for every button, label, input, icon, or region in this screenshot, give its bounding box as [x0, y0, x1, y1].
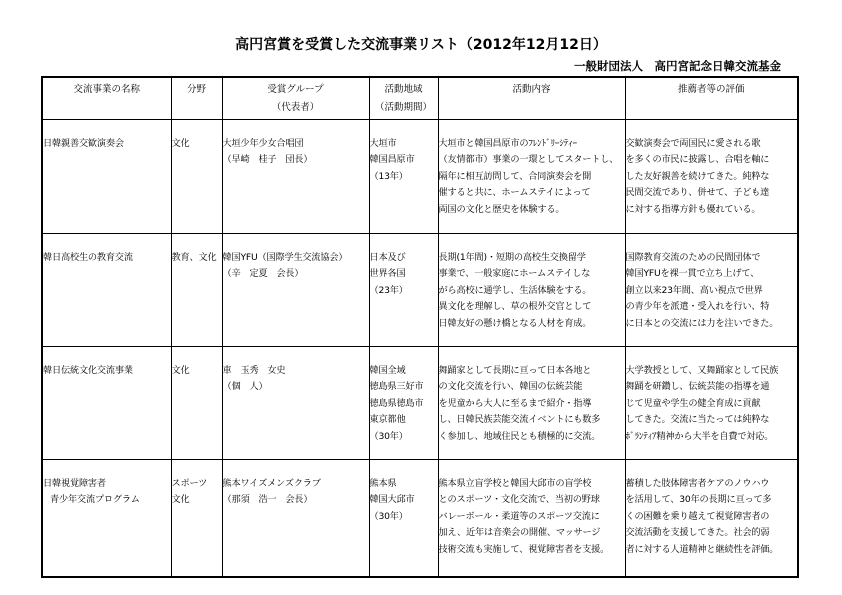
region-line: 韓国全域 [369, 364, 406, 376]
representative-line: （個 人） [222, 381, 268, 393]
field-cell [171, 233, 222, 346]
project-name-cell [42, 233, 171, 346]
header-label: 交流事業の名称 [73, 84, 140, 95]
field-cell [171, 459, 222, 577]
header-award-group [222, 77, 369, 119]
evaluation-line: 民間交流であり、併せて、子ども達 [625, 187, 770, 199]
representative-line: （早崎 桂子 団長） [222, 154, 313, 166]
region-cell [369, 346, 438, 459]
header-label: 活動地域 [384, 84, 423, 95]
representative-line: （那須 浩一 会長） [222, 494, 313, 506]
page-title: 高円宮賞を受賞した交流事業リスト（2012年12月12日） [235, 37, 607, 53]
organization-name: 一般財団法人 高円宮記念日韓交流基金 [574, 59, 781, 73]
field-cell [171, 346, 222, 459]
field-line: 文化 [171, 137, 190, 149]
period-line: （30年） [369, 510, 408, 522]
evaluation-cell [625, 459, 798, 577]
header-label: 分野 [186, 84, 206, 95]
project-name-line: 韓日伝統文化交流事業 [43, 364, 133, 376]
table-row [42, 233, 798, 346]
region-line: 徳島県三好市 [369, 381, 424, 393]
award-group-line: 韓国YFU（国際学生交流協会） [222, 251, 348, 263]
award-group-cell [222, 346, 369, 459]
evaluation-line: 創立以来23年間、高い視点で世界 [625, 284, 763, 296]
region-line: 東京都他 [369, 414, 406, 426]
project-name-cell [42, 346, 171, 459]
region-line: 徳島県徳島市 [369, 397, 424, 409]
project-name-cell [42, 119, 171, 233]
activity-line: 両国の文化と歴史を体験する。 [438, 203, 565, 215]
table-row [42, 119, 798, 233]
activity-line: を児童から大人に至るまで紹介・指導 [438, 397, 592, 409]
activity-line: し、日韓民族芸能交流イベントにも数多 [438, 414, 601, 426]
evaluation-cell [625, 346, 798, 459]
activity-line: 舞踊家として長期に亘って日本各地と [438, 364, 592, 376]
representative-line: （辛 定夏 会長） [222, 268, 304, 280]
header-activity [438, 77, 625, 119]
period-line: （23年） [369, 284, 408, 296]
activity-line: とのスポーツ・文化交流で、当初の野球 [438, 494, 600, 506]
region-line: 大垣市 [369, 137, 397, 149]
activity-line: 大垣市と韓国昌原市のﾌﾚﾝﾄﾞﾘｰｼﾃｨｰ [438, 137, 577, 149]
evaluation-line: に日本との交流には力を注いできた。 [625, 317, 779, 329]
evaluation-line: 交歓演奏会で両国民に愛される歌 [625, 137, 761, 149]
region-line: 韓国昌原市 [369, 154, 415, 166]
header-sublabel: （活動期間） [374, 102, 432, 113]
activity-line: 催すると共に、ホームステイによって [438, 187, 591, 199]
activity-line: 事業で、一般家庭にホームステイしな [438, 268, 591, 280]
period-line: （30年） [369, 430, 408, 442]
evaluation-line: 大学教授として、又舞踊家として民族 [625, 364, 779, 376]
table-row [42, 346, 798, 459]
region-line: 世界各国 [369, 268, 406, 280]
field-cell [171, 119, 222, 233]
activity-line: 長期(1年間)・短期の高校生交換留学 [438, 251, 586, 263]
activity-cell [438, 459, 625, 577]
evaluation-line: じて児童や学生の健全育成に貢献 [625, 397, 761, 409]
evaluation-cell [625, 233, 798, 346]
region-cell [369, 119, 438, 233]
award-group-cell [222, 459, 369, 577]
activity-line: がら高校に通学し、生活体験をする。 [438, 284, 592, 296]
evaluation-line: の青少年を派遣・受入れを行い、特 [625, 301, 770, 313]
header-label: 受賞グループ [267, 84, 324, 95]
activity-cell [438, 346, 625, 459]
header-label: 推薦者等の評価 [677, 84, 745, 95]
evaluation-line: を多くの市民に披露し、合唱を軸に [625, 154, 770, 166]
award-group-cell [222, 233, 369, 346]
activity-line: バレーボール・柔道等のスポーツ交流に [438, 510, 600, 522]
header-region [369, 77, 438, 119]
field-line: スポーツ [171, 477, 208, 489]
evaluation-line: した友好親善を続けてきた。純粋な [625, 170, 770, 182]
table-header-row [42, 77, 798, 119]
header-sublabel: （代表者） [271, 102, 320, 113]
evaluation-line: してきた。交流に当たっては純粋な [625, 414, 770, 426]
project-name-line: 日韓視覚障害者 [43, 477, 106, 489]
project-name-line: 韓日高校生の教育交流 [43, 251, 133, 263]
activity-cell [438, 119, 625, 233]
activity-line: 熊本県立盲学校と韓国大邱市の盲学校 [438, 477, 592, 489]
evaluation-line: 交流活動を支援してきた。社会的弱 [625, 527, 770, 539]
activity-line: く参加し、地域住民とも積極的に交流。 [438, 430, 601, 442]
evaluation-cell [625, 119, 798, 233]
award-group-cell [222, 119, 369, 233]
activity-line: の文化交流を行い、韓国の伝統芸能 [438, 381, 583, 393]
evaluation-line: ﾎﾞﾗﾝﾃｨｱ精神から大半を自費で対応。 [625, 430, 774, 442]
evaluation-line: 韓国YFUを裸一貫で立ち上げて、 [625, 268, 760, 280]
activity-line: 日韓友好の懸け橋となる人材を育成。 [438, 317, 592, 329]
header-evaluation [625, 77, 798, 119]
field-line: 文化 [171, 494, 190, 506]
activity-line: 加え、近年は音楽会の開催、マッサージ [438, 527, 601, 539]
region-line: 韓国大邱市 [369, 494, 415, 506]
region-cell [369, 233, 438, 346]
project-name-line: 日韓親善交歓演奏会 [43, 137, 124, 149]
award-group-line: 車 玉秀 女史 [222, 364, 286, 376]
field-line: 文化 [171, 364, 190, 376]
evaluation-line: を活用して、30年の長期に亘って多 [625, 494, 772, 506]
activity-line: 技術交流も実施して、視覚障害者を支援。 [438, 543, 610, 555]
evaluation-line: 舞踊を研鑽し、伝統芸能の指導を通 [625, 381, 770, 393]
project-name-line: 青少年交流プログラム [50, 494, 140, 506]
region-line: 日本及び [369, 251, 406, 263]
award-group-line: 熊本ワイズメンズクラブ [222, 477, 321, 489]
region-line: 熊本県 [369, 477, 397, 489]
evaluation-line: 蓄積した肢体障害者ケアのノウハウ [625, 477, 770, 489]
field-line: 教育、文化 [171, 251, 217, 263]
region-cell [369, 459, 438, 577]
activity-line: 異文化を理解し、草の根外交官として [438, 301, 592, 313]
header-label: 活動内容 [512, 84, 551, 95]
activity-cell [438, 233, 625, 346]
activity-line: 隔年に相互訪問して、合同演奏会を開 [438, 170, 592, 182]
project-name-cell [42, 459, 171, 577]
evaluation-line: 者に対する人道精神と継続性を評価。 [625, 543, 779, 555]
evaluation-line: 国際教育交流のための民間団体で [625, 251, 761, 263]
exchange-project-table [41, 76, 799, 578]
period-line: （13年） [369, 170, 408, 182]
award-group-line: 大垣少年少女合唱団 [222, 137, 304, 149]
table-row [42, 459, 798, 577]
activity-line: （友情都市）事業の一環としてスタートし、 [438, 154, 619, 166]
evaluation-line: に対する指導方針も優れている。 [625, 203, 761, 215]
header-project-name [42, 77, 171, 119]
header-field [171, 77, 222, 119]
evaluation-line: くの困難を乗り越えて視覚障害者の [625, 510, 770, 522]
